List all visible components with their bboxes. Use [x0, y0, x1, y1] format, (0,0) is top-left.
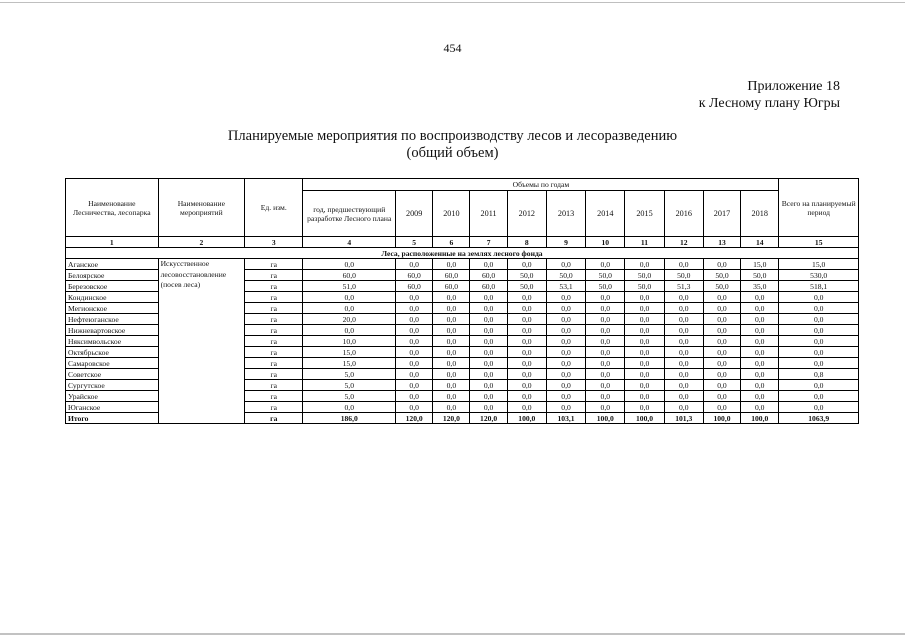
previous-year-value: 15,0 — [303, 347, 396, 358]
year-value: 60,0 — [396, 270, 433, 281]
header-year: 2011 — [470, 191, 507, 237]
header-unit: Ед. изм. — [245, 179, 303, 237]
year-value: 120,0 — [470, 413, 507, 424]
year-value: 60,0 — [396, 281, 433, 292]
year-value: 0,0 — [664, 292, 703, 303]
forestry-name: Советское — [66, 369, 159, 380]
year-value: 50,0 — [664, 270, 703, 281]
column-number: 6 — [433, 237, 470, 248]
year-value: 0,0 — [664, 380, 703, 391]
year-value: 0,0 — [625, 402, 664, 413]
year-value: 0,0 — [433, 325, 470, 336]
year-value: 0,0 — [433, 347, 470, 358]
year-value: 0,0 — [741, 303, 779, 314]
year-value: 0,0 — [546, 336, 585, 347]
column-number: 11 — [625, 237, 664, 248]
year-value: 0,0 — [741, 347, 779, 358]
column-number: 8 — [507, 237, 546, 248]
document-title — [0, 128, 905, 162]
previous-year-value: 0,0 — [303, 292, 396, 303]
unit-cell: га — [245, 270, 303, 281]
year-value: 0,0 — [586, 347, 625, 358]
year-value: 0,0 — [703, 303, 740, 314]
year-value: 0,0 — [396, 336, 433, 347]
year-value: 0,0 — [507, 369, 546, 380]
year-value: 60,0 — [433, 281, 470, 292]
total-value: 0,0 — [779, 358, 859, 369]
year-value: 0,0 — [507, 303, 546, 314]
year-value: 0,0 — [433, 314, 470, 325]
year-value: 50,0 — [703, 270, 740, 281]
column-number: 13 — [703, 237, 740, 248]
year-value: 0,0 — [586, 391, 625, 402]
year-value: 50,0 — [507, 270, 546, 281]
header-year: 2012 — [507, 191, 546, 237]
year-value: 0,0 — [703, 314, 740, 325]
activity-name: Искусственное лесовосстановление (посев леса) — [158, 259, 245, 424]
total-value: 0,8 — [779, 369, 859, 380]
year-value: 0,0 — [664, 325, 703, 336]
year-value: 0,0 — [625, 347, 664, 358]
year-value: 0,0 — [433, 292, 470, 303]
forestry-name: Аганское — [66, 259, 159, 270]
unit-cell: га — [245, 303, 303, 314]
year-value: 0,0 — [433, 358, 470, 369]
year-value: 0,0 — [703, 358, 740, 369]
unit-cell: га — [245, 336, 303, 347]
year-value: 100,0 — [703, 413, 740, 424]
previous-year-value: 5,0 — [303, 369, 396, 380]
unit-cell: га — [245, 358, 303, 369]
year-value: 0,0 — [703, 259, 740, 270]
header-year: 2015 — [625, 191, 664, 237]
year-value: 0,0 — [625, 303, 664, 314]
year-value: 0,0 — [507, 358, 546, 369]
total-value: 0,0 — [779, 336, 859, 347]
year-value: 0,0 — [433, 303, 470, 314]
year-value: 0,0 — [586, 369, 625, 380]
total-value: 15,0 — [779, 259, 859, 270]
year-value: 0,0 — [741, 325, 779, 336]
year-value: 0,0 — [741, 358, 779, 369]
previous-year-value: 60,0 — [303, 270, 396, 281]
scan-edge-top — [0, 2, 905, 3]
year-value: 51,3 — [664, 281, 703, 292]
previous-year-value: 0,0 — [303, 259, 396, 270]
year-value: 100,0 — [741, 413, 779, 424]
year-value: 0,0 — [664, 391, 703, 402]
year-value: 0,0 — [625, 380, 664, 391]
column-number: 2 — [158, 237, 245, 248]
header-year: 2009 — [396, 191, 433, 237]
year-value: 0,0 — [703, 402, 740, 413]
year-value: 60,0 — [470, 270, 507, 281]
previous-year-value: 15,0 — [303, 358, 396, 369]
year-value: 0,0 — [546, 314, 585, 325]
year-value: 35,0 — [741, 281, 779, 292]
total-value: 0,0 — [779, 347, 859, 358]
year-value: 0,0 — [433, 259, 470, 270]
total-value: 0,0 — [779, 303, 859, 314]
total-value: 1063,9 — [779, 413, 859, 424]
year-value: 0,0 — [396, 391, 433, 402]
year-value: 0,0 — [470, 303, 507, 314]
year-value: 0,0 — [546, 292, 585, 303]
year-value: 0,0 — [586, 325, 625, 336]
year-value: 0,0 — [546, 391, 585, 402]
unit-cell: га — [245, 380, 303, 391]
year-value: 0,0 — [507, 402, 546, 413]
total-value: 0,0 — [779, 314, 859, 325]
unit-cell: га — [245, 391, 303, 402]
section-row — [66, 248, 859, 259]
unit-cell: га — [245, 281, 303, 292]
year-value: 0,0 — [470, 347, 507, 358]
header-forestry: Наименование Лесничества, лесопарка — [66, 179, 159, 237]
unit-cell: га — [245, 347, 303, 358]
year-value: 0,0 — [664, 369, 703, 380]
year-value: 15,0 — [741, 259, 779, 270]
year-value: 0,0 — [470, 259, 507, 270]
column-number: 4 — [303, 237, 396, 248]
year-value: 0,0 — [546, 303, 585, 314]
year-value: 120,0 — [396, 413, 433, 424]
year-value: 0,0 — [396, 325, 433, 336]
year-value: 0,0 — [470, 336, 507, 347]
year-value: 0,0 — [396, 303, 433, 314]
table-row — [66, 259, 859, 270]
year-value: 101,3 — [664, 413, 703, 424]
header-year: 2014 — [586, 191, 625, 237]
year-value: 0,0 — [586, 303, 625, 314]
header-activity: Наименование мероприятий — [158, 179, 245, 237]
year-value: 50,0 — [586, 281, 625, 292]
header-volumes-by-year: Объемы по годам — [303, 179, 779, 191]
year-value: 0,0 — [703, 391, 740, 402]
year-value: 0,0 — [586, 380, 625, 391]
year-value: 0,0 — [741, 369, 779, 380]
year-value: 0,0 — [625, 336, 664, 347]
year-value: 0,0 — [703, 347, 740, 358]
title-line-1: Планируемые мероприятия по воспроизводству лесов и лесоразведению — [227, 128, 678, 144]
column-number-row — [66, 237, 859, 248]
year-value: 0,0 — [664, 336, 703, 347]
year-value: 0,0 — [546, 259, 585, 270]
column-number: 14 — [741, 237, 779, 248]
year-value: 100,0 — [507, 413, 546, 424]
forestry-name: Мегионское — [66, 303, 159, 314]
unit-cell: га — [245, 259, 303, 270]
forestry-name: Няксимвольское — [66, 336, 159, 347]
section-title: Леса, расположенные на землях лесного фонда — [66, 248, 859, 259]
forestry-name: Нижневартовское — [66, 325, 159, 336]
year-value: 0,0 — [664, 358, 703, 369]
year-value: 0,0 — [546, 347, 585, 358]
year-value: 0,0 — [507, 336, 546, 347]
year-value: 0,0 — [741, 314, 779, 325]
unit-cell: га — [245, 314, 303, 325]
year-value: 0,0 — [546, 380, 585, 391]
forestry-name: Юганское — [66, 402, 159, 413]
year-value: 0,0 — [625, 325, 664, 336]
year-value: 0,0 — [433, 402, 470, 413]
year-value: 0,0 — [507, 259, 546, 270]
year-value: 0,0 — [741, 292, 779, 303]
year-value: 0,0 — [396, 358, 433, 369]
forestry-name: Березовское — [66, 281, 159, 292]
column-number: 9 — [546, 237, 585, 248]
year-value: 0,0 — [664, 347, 703, 358]
year-value: 0,0 — [586, 259, 625, 270]
forestry-name: Урайское — [66, 391, 159, 402]
column-number: 15 — [779, 237, 859, 248]
year-value: 60,0 — [433, 270, 470, 281]
year-value: 0,0 — [507, 347, 546, 358]
previous-year-value: 5,0 — [303, 391, 396, 402]
column-number: 7 — [470, 237, 507, 248]
appendix-line-1: Приложение 18 — [747, 79, 840, 94]
year-value: 0,0 — [396, 259, 433, 270]
forestry-name: Самаровское — [66, 358, 159, 369]
forestry-name: Итого — [66, 413, 159, 424]
unit-cell: га — [245, 402, 303, 413]
year-value: 50,0 — [507, 281, 546, 292]
year-value: 50,0 — [586, 270, 625, 281]
year-value: 60,0 — [470, 281, 507, 292]
year-value: 0,0 — [396, 347, 433, 358]
header-year: 2018 — [741, 191, 779, 237]
year-value: 0,0 — [586, 292, 625, 303]
column-number: 5 — [396, 237, 433, 248]
year-value: 0,0 — [741, 402, 779, 413]
total-value: 0,0 — [779, 380, 859, 391]
column-number: 1 — [66, 237, 159, 248]
total-value: 0,0 — [779, 325, 859, 336]
year-value: 0,0 — [470, 325, 507, 336]
previous-year-value: 0,0 — [303, 402, 396, 413]
header-total: Всего на планируемый период — [779, 179, 859, 237]
column-number: 12 — [664, 237, 703, 248]
previous-year-value: 51,0 — [303, 281, 396, 292]
year-value: 0,0 — [546, 325, 585, 336]
year-value: 0,0 — [396, 314, 433, 325]
forestry-name: Октябрьское — [66, 347, 159, 358]
measures-table — [65, 178, 859, 424]
year-value: 0,0 — [664, 314, 703, 325]
forestry-name: Нефтеюганское — [66, 314, 159, 325]
year-value: 0,0 — [433, 391, 470, 402]
appendix-line-2: к Лесному плану Югры — [698, 96, 840, 111]
year-value: 0,0 — [433, 380, 470, 391]
forestry-name: Сургутское — [66, 380, 159, 391]
year-value: 0,0 — [433, 336, 470, 347]
year-value: 50,0 — [741, 270, 779, 281]
year-value: 0,0 — [396, 369, 433, 380]
scan-edge-bottom — [0, 633, 905, 635]
year-value: 0,0 — [470, 314, 507, 325]
total-value: 518,1 — [779, 281, 859, 292]
year-value: 0,0 — [586, 402, 625, 413]
year-value: 0,0 — [625, 391, 664, 402]
header-previous-year: год, предшествующий разработке Лесного плана — [303, 191, 396, 237]
unit-cell: га — [245, 292, 303, 303]
year-value: 50,0 — [625, 281, 664, 292]
column-number: 3 — [245, 237, 303, 248]
previous-year-value: 0,0 — [303, 325, 396, 336]
previous-year-value: 10,0 — [303, 336, 396, 347]
year-value: 0,0 — [546, 358, 585, 369]
total-value: 0,0 — [779, 292, 859, 303]
year-value: 120,0 — [433, 413, 470, 424]
year-value: 0,0 — [741, 380, 779, 391]
year-value: 0,0 — [664, 259, 703, 270]
column-number: 10 — [586, 237, 625, 248]
year-value: 0,0 — [546, 369, 585, 380]
year-value: 0,0 — [470, 380, 507, 391]
year-value: 0,0 — [470, 292, 507, 303]
year-value: 50,0 — [546, 270, 585, 281]
total-value: 0,0 — [779, 402, 859, 413]
year-value: 100,0 — [625, 413, 664, 424]
year-value: 0,0 — [470, 369, 507, 380]
year-value: 0,0 — [396, 402, 433, 413]
forestry-name: Белоярское — [66, 270, 159, 281]
appendix-caption — [699, 78, 840, 112]
forestry-name: Кондинское — [66, 292, 159, 303]
year-value: 0,0 — [470, 402, 507, 413]
header-year: 2017 — [703, 191, 740, 237]
year-value: 0,0 — [586, 314, 625, 325]
year-value: 100,0 — [586, 413, 625, 424]
year-value: 0,0 — [396, 380, 433, 391]
previous-year-value: 0,0 — [303, 303, 396, 314]
year-value: 0,0 — [507, 314, 546, 325]
header-year: 2010 — [433, 191, 470, 237]
year-value: 0,0 — [507, 380, 546, 391]
previous-year-value: 20,0 — [303, 314, 396, 325]
year-value: 0,0 — [625, 369, 664, 380]
year-value: 103,1 — [546, 413, 585, 424]
year-value: 0,0 — [741, 391, 779, 402]
year-value: 0,0 — [703, 292, 740, 303]
year-value: 0,0 — [741, 336, 779, 347]
year-value: 53,1 — [546, 281, 585, 292]
year-value: 0,0 — [664, 303, 703, 314]
previous-year-value: 186,0 — [303, 413, 396, 424]
year-value: 0,0 — [586, 358, 625, 369]
year-value: 0,0 — [546, 402, 585, 413]
year-value: 0,0 — [625, 259, 664, 270]
year-value: 0,0 — [703, 380, 740, 391]
year-value: 0,0 — [507, 325, 546, 336]
title-line-2: (общий объем) — [406, 145, 499, 161]
previous-year-value: 5,0 — [303, 380, 396, 391]
year-value: 50,0 — [625, 270, 664, 281]
year-value: 0,0 — [625, 358, 664, 369]
header-year: 2016 — [664, 191, 703, 237]
year-value: 0,0 — [396, 292, 433, 303]
year-value: 0,0 — [470, 358, 507, 369]
year-value: 0,0 — [625, 292, 664, 303]
year-value: 0,0 — [433, 369, 470, 380]
year-value: 0,0 — [664, 402, 703, 413]
year-value: 50,0 — [703, 281, 740, 292]
year-value: 0,0 — [507, 292, 546, 303]
total-value: 0,0 — [779, 391, 859, 402]
year-value: 0,0 — [625, 314, 664, 325]
year-value: 0,0 — [703, 369, 740, 380]
unit-cell: га — [245, 413, 303, 424]
year-value: 0,0 — [703, 325, 740, 336]
year-value: 0,0 — [703, 336, 740, 347]
unit-cell: га — [245, 369, 303, 380]
unit-cell: га — [245, 325, 303, 336]
year-value: 0,0 — [507, 391, 546, 402]
header-year: 2013 — [546, 191, 585, 237]
total-value: 530,0 — [779, 270, 859, 281]
year-value: 0,0 — [470, 391, 507, 402]
page-number: 454 — [443, 41, 462, 55]
year-value: 0,0 — [586, 336, 625, 347]
